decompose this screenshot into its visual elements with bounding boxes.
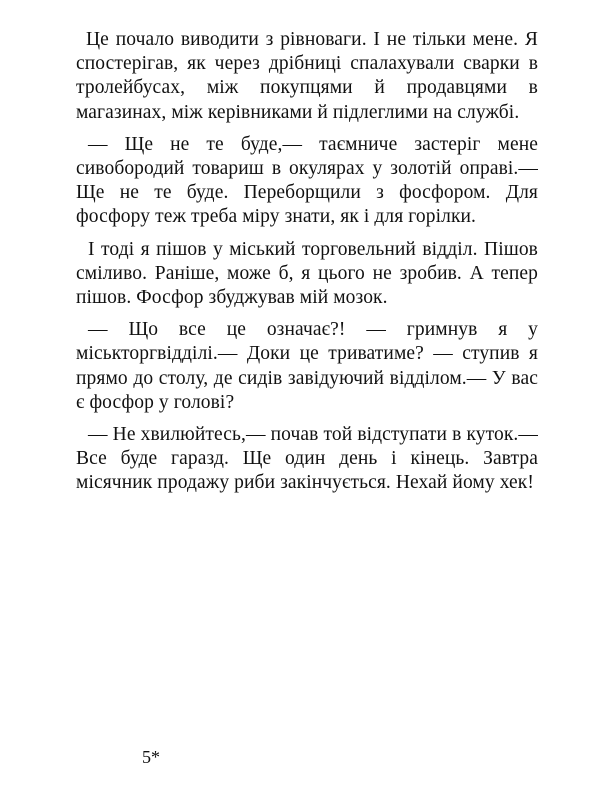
- paragraph-5: — Не хвилюйтесь,— почав той відступати в куток.—Все буде гаразд. Ще один день і кінець. Завтра місячник продажу риби закінчується. Нехай йому хек!: [76, 424, 538, 494]
- body-text: [76, 28, 538, 496]
- paragraph-4: — Що все це означає?! — гримнув я у міськторгвідділі.— Доки це триватиме? — ступив я прямо до столу, де сидів завідуючий відділом.— У вас є фосфор у голові?: [76, 319, 538, 413]
- paragraph-2: — Ще не те буде,— таємниче застеріг мене сивобородий товариш в окулярах у золотій оправі.—Ще не те буде. Переборщили з фосфором. Для фосфору теж треба міру знати, як і для горілки.: [76, 133, 538, 228]
- signature-mark: 5*: [142, 747, 160, 767]
- paragraph-3: І тоді я пішов у міський торговельний відділ. Пішов сміливо. Раніше, може б, я цього не зробив. А тепер пішов. Фосфор збуджував мій мозок.: [76, 238, 538, 309]
- paragraph-1: Це почало виводити з рівноваги. І не тільки мене. Я спостерігав, як через дрібниці спалахували сварки в тролейбусах, між покупцями й продавцями в магазинах, між керівниками й підлеглими на службі.: [76, 29, 538, 123]
